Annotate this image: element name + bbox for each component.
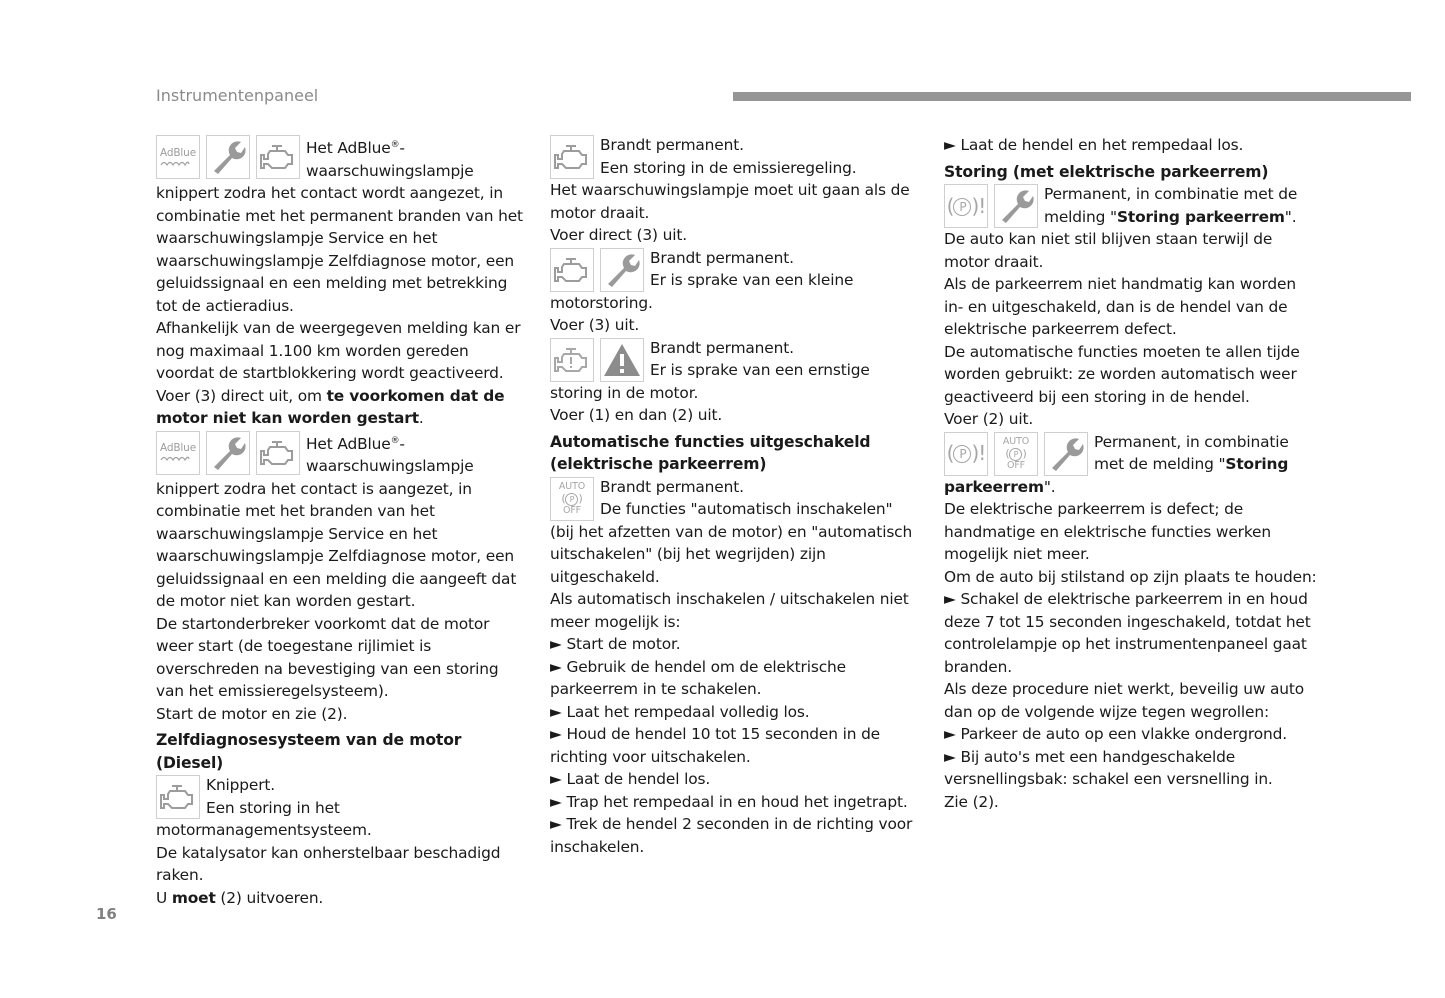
auto-parking-off-icon: AUTO ( P ) OFF bbox=[994, 432, 1038, 476]
paragraph: Als automatisch inschakelen / uitschakelen niet meer mogelijk is: bbox=[550, 590, 909, 631]
engine-icon bbox=[550, 135, 594, 179]
paragraph: Als de parkeerrem niet handmatig kan worden in- en uitgeschakeld, dan is de hendel van de elektrische parkeerrem defect. bbox=[944, 275, 1296, 338]
parking-brake-defect-block: ( P )! AUTO ( P ) OFF Permanent, in combinatie met de melding "Storing parkeerrem". bbox=[944, 432, 1289, 496]
adblue-warning-block-2: AdBlue Het AdBlue®- waarschuwingslampje knippert zodra het contact is aangezet, in combinatie met het branden van het waarschuwingslampje Service en het waarschuwingslampje Zelfdiagnose motor, een geluidssignaal en een melding die aangeeft dat de motor niet kan worden gestart. bbox=[156, 430, 531, 613]
serious-fault-block: Brandt permanent. Er is sprake van een ernstige storing in de motor. bbox=[550, 338, 870, 402]
auto-parking-off-icon: AUTO ( P ) OFF bbox=[550, 477, 594, 521]
paragraph: Afhankelijk van de weergegeven melding kan er nog maximaal 1.100 km worden gereden voordat de startblokkering wordt geactiveerd. bbox=[156, 319, 521, 383]
bullet-item: ► Houd de hendel 10 tot 15 seconden in de richting voor uitschakelen. bbox=[550, 723, 925, 768]
paragraph: De startonderbreker voorkomt dat de motor weer start (de toegestane rijlimiet is overschreden na bevestiging van een storing van het emissieregelsysteem). bbox=[156, 614, 499, 701]
paragraph: U moet (2) uitvoeren. bbox=[156, 888, 324, 907]
wrench-icon bbox=[206, 135, 250, 179]
section-heading: Storing (met elektrische parkeerrem) bbox=[944, 162, 1269, 181]
parking-brake-fault-block: ( P )! Permanent, in combinatie met de melding "Storing parkeerrem". bbox=[944, 183, 1319, 228]
bullet-item: ► Schakel de elektrische parkeerrem in en houd deze 7 tot 15 seconden ingeschakeld, totdat het controlelampje op het instrumentenpaneel gaat branden. bbox=[944, 588, 1319, 678]
page-number: 16 bbox=[96, 905, 117, 923]
minor-fault-block: Brandt permanent. Er is sprake van een kleine motorstoring. bbox=[550, 248, 854, 312]
paragraph: Start de motor en zie (2). bbox=[156, 704, 348, 723]
section-heading: Zelfdiagnosesysteem van de motor (Diesel) bbox=[156, 731, 462, 772]
wrench-icon bbox=[994, 184, 1038, 228]
parking-brake-warning-icon: ( P )! bbox=[944, 184, 988, 228]
parking-brake-warning-icon: ( P )! bbox=[944, 432, 988, 476]
engine-icon bbox=[550, 248, 594, 292]
bullet-item: ► Laat de hendel en het rempedaal los. bbox=[944, 134, 1319, 157]
warning-triangle-icon bbox=[600, 338, 644, 382]
paragraph: De automatische functies moeten te allen tijde worden gebruikt: ze worden automatisch weer geactiveerd bij een storing in de hendel. bbox=[944, 342, 1300, 406]
bullet-item: ► Gebruik de hendel om de elektrische parkeerrem in te schakelen. bbox=[550, 656, 925, 701]
emission-warning-block: Brandt permanent. Een storing in de emissieregeling. bbox=[550, 134, 925, 179]
adblue-icon: AdBlue bbox=[156, 431, 200, 475]
bullet-item: ► Parkeer de auto op een vlakke ondergrond. bbox=[944, 723, 1319, 746]
column-1 bbox=[156, 134, 531, 909]
bullet-item: ► Start de motor. bbox=[550, 633, 925, 656]
adblue-warning-block-1: AdBlue Het AdBlue®- waarschuwingslampje knippert zodra het contact wordt aangezet, in combinatie met het permanent branden van het waarschuwingslampje Service en het waarschuwingslampje Zelfdiagnose motor, een geluidssignaal en een melding met betrekking tot de actieradius. bbox=[156, 134, 531, 317]
section-heading: Automatische functies uitgeschakeld (elektrische parkeerrem) bbox=[550, 432, 871, 473]
paragraph: Het waarschuwingslampje moet uit gaan als de motor draait. bbox=[550, 181, 910, 222]
paragraph: Voer (3) uit. bbox=[550, 316, 640, 334]
paragraph: De auto kan niet stil blijven staan terwijl de motor draait. bbox=[944, 230, 1273, 271]
section-title: Instrumentenpaneel bbox=[156, 86, 319, 105]
header-bar bbox=[733, 92, 1411, 101]
engine-icon bbox=[256, 135, 300, 179]
adblue-icon: AdBlue bbox=[156, 135, 200, 179]
paragraph: Voer (2) uit. bbox=[944, 410, 1034, 428]
engine-alert-icon bbox=[550, 338, 594, 382]
bullet-item: ► Bij auto's met een handgeschakelde versnellingsbak: schakel een versnelling in. bbox=[944, 746, 1319, 791]
bullet-item: ► Trap het rempedaal in en houd het ingetrapt. bbox=[550, 791, 925, 814]
bullet-item: ► Trek de hendel 2 seconden in de richting voor inschakelen. bbox=[550, 813, 925, 858]
column-2 bbox=[550, 134, 925, 858]
engine-warning-block: Knippert. Een storing in het motormanagementsysteem. bbox=[156, 776, 372, 840]
paragraph: De elektrische parkeerrem is defect; de handmatige en elektrische functies werken mogelijk niet meer. bbox=[944, 500, 1271, 563]
auto-off-block: AUTO ( P ) OFF Brandt permanent. De functies "automatisch inschakelen" (bij het afzetten van de motor) en "automatisch uitschakelen" (bij het wegrijden) zijn uitgeschakeld. bbox=[550, 477, 913, 586]
paragraph: De katalysator kan onherstelbaar beschadigd raken. bbox=[156, 843, 501, 885]
wrench-icon bbox=[1044, 432, 1088, 476]
paragraph: Om de auto bij stilstand op zijn plaats te houden: bbox=[944, 567, 1317, 586]
paragraph: Als deze procedure niet werkt, beveilig uw auto dan op de volgende wijze tegen wegrollen: bbox=[944, 680, 1305, 721]
engine-icon bbox=[156, 775, 200, 819]
wrench-icon bbox=[600, 248, 644, 292]
paragraph: Zie (2). bbox=[944, 792, 999, 811]
paragraph: Voer direct (3) uit. bbox=[550, 226, 687, 244]
wrench-icon bbox=[206, 431, 250, 475]
column-3 bbox=[944, 134, 1319, 813]
bullet-item: ► Laat het rempedaal volledig los. bbox=[550, 701, 925, 724]
paragraph: Voer (3) direct uit, om te voorkomen dat de motor niet kan worden gestart. bbox=[156, 386, 505, 428]
engine-icon bbox=[256, 431, 300, 475]
bullet-item: ► Laat de hendel los. bbox=[550, 768, 925, 791]
paragraph: Voer (1) en dan (2) uit. bbox=[550, 406, 723, 424]
